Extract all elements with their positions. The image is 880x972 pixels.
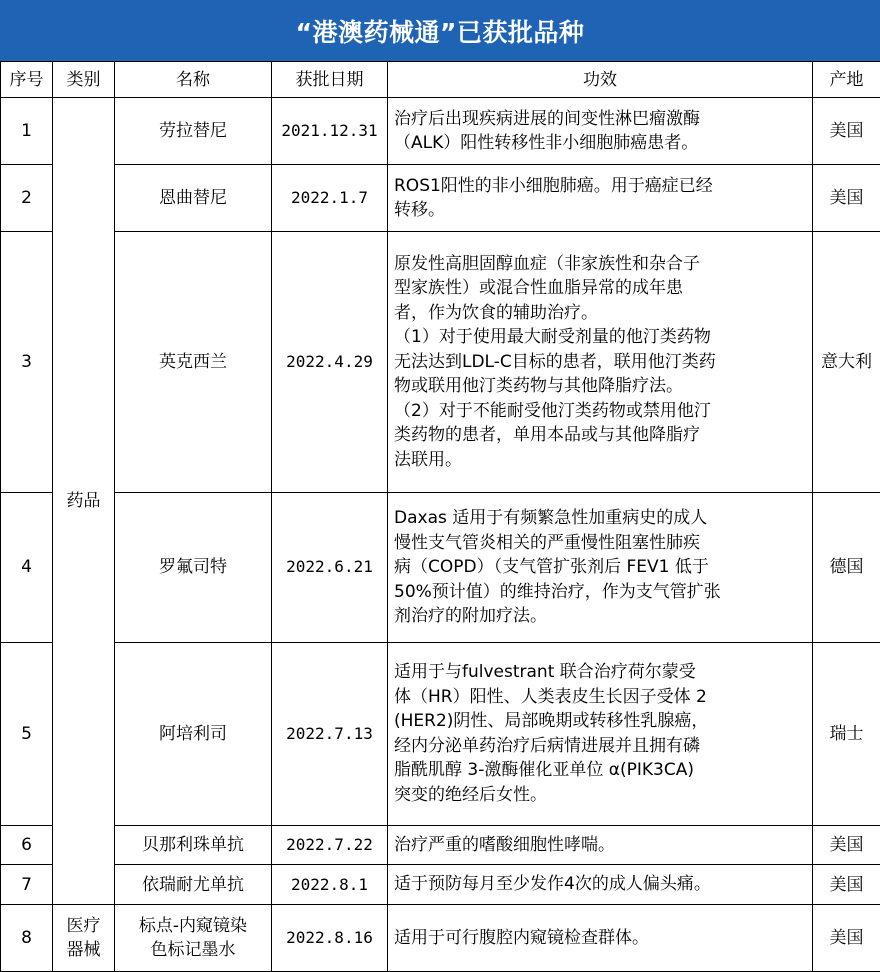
col-header-date: 获批日期 [272,62,388,98]
approval-date: 2022.8.1 [272,865,388,905]
approval-date: 2022.7.22 [272,825,388,865]
category-device: 医疗 器械 [53,904,115,971]
row-no: 3 [1,232,53,493]
approval-date: 2022.4.29 [272,232,388,493]
table-row [1,642,880,825]
product-name: 阿培利司 [115,642,272,825]
approval-date: 2022.7.13 [272,642,388,825]
origin: 瑞士 [813,642,880,825]
table-row [1,825,880,865]
table-title: “港澳药械通”已获批品种 [0,0,880,61]
effect-text: 治疗后出现疾病进展的间变性淋巴瘤激酶 （ALK）阳性转移性非小细胞肺癌患者。 [388,98,813,165]
product-name: 恩曲替尼 [115,165,272,232]
col-header-no: 序号 [1,62,53,98]
category-drug: 药品 [53,98,115,905]
product-name: 贝那利珠单抗 [115,825,272,865]
col-header-category: 类别 [53,62,115,98]
origin: 意大利 [813,232,880,493]
table-row [1,493,880,642]
product-name: 依瑞耐尤单抗 [115,865,272,905]
origin: 德国 [813,493,880,642]
table-row [1,165,880,232]
approval-date: 2022.6.21 [272,493,388,642]
row-no: 8 [1,904,53,971]
table-row [1,98,880,165]
approved-products-table [0,61,880,972]
col-header-origin: 产地 [813,62,880,98]
origin: 美国 [813,165,880,232]
effect-text: 原发性高胆固醇血症（非家族性和杂合子 型家族性）或混合性血脂异常的成年患 者，作为饮食的辅助治疗。 （1）对于使用最大耐受剂量的他汀类药物 无法达到LDL-C目标的患者，联用他汀类药 物或联用他汀类药物与其他降脂疗法。 （2）对于不能耐受他汀类药物或禁用他汀 类药物的患者，单用本品或与其他降脂疗 法联用。 [388,232,813,493]
col-header-effect: 功效 [388,62,813,98]
table-row [1,232,880,493]
approval-date: 2021.12.31 [272,98,388,165]
product-name: 英克西兰 [115,232,272,493]
effect-text: 适用于与fulvestrant 联合治疗荷尔蒙受 体（HR）阳性、人类表皮生长因子受体 2 (HER2)阴性、局部晚期或转移性乳腺癌， 经内分泌单药治疗后病情进展并且拥有磷 脂酰肌醇 3-激酶催化亚单位 α(PIK3CA) 突变的绝经后女性。 [388,642,813,825]
effect-text: 适用于可行腹腔内窥镜检查群体。 [388,904,813,971]
effect-text: ROS1阳性的非小细胞肺癌。用于癌症已经 转移。 [388,165,813,232]
table-row [1,865,880,905]
col-header-name: 名称 [115,62,272,98]
product-name: 劳拉替尼 [115,98,272,165]
row-no: 5 [1,642,53,825]
product-name: 标点-内窥镜染 色标记墨水 [115,904,272,971]
row-no: 2 [1,165,53,232]
row-no: 4 [1,493,53,642]
row-no: 1 [1,98,53,165]
effect-text: Daxas 适用于有频繁急性加重病史的成人 慢性支气管炎相关的严重慢性阻塞性肺疾 病（COPD）（支气管扩张剂后 FEV1 低于 50%预计值）的维持治疗，作为支气管扩张 剂治疗的附加疗法。 [388,493,813,642]
approval-date: 2022.8.16 [272,904,388,971]
row-no: 7 [1,865,53,905]
approval-date: 2022.1.7 [272,165,388,232]
origin: 美国 [813,825,880,865]
row-no: 6 [1,825,53,865]
origin: 美国 [813,904,880,971]
origin: 美国 [813,98,880,165]
table-row [1,904,880,971]
product-name: 罗氟司特 [115,493,272,642]
origin: 美国 [813,865,880,905]
effect-text: 适于预防每月至少发作4次的成人偏头痛。 [388,865,813,905]
header-row [1,62,880,98]
effect-text: 治疗严重的嗜酸细胞性哮喘。 [388,825,813,865]
